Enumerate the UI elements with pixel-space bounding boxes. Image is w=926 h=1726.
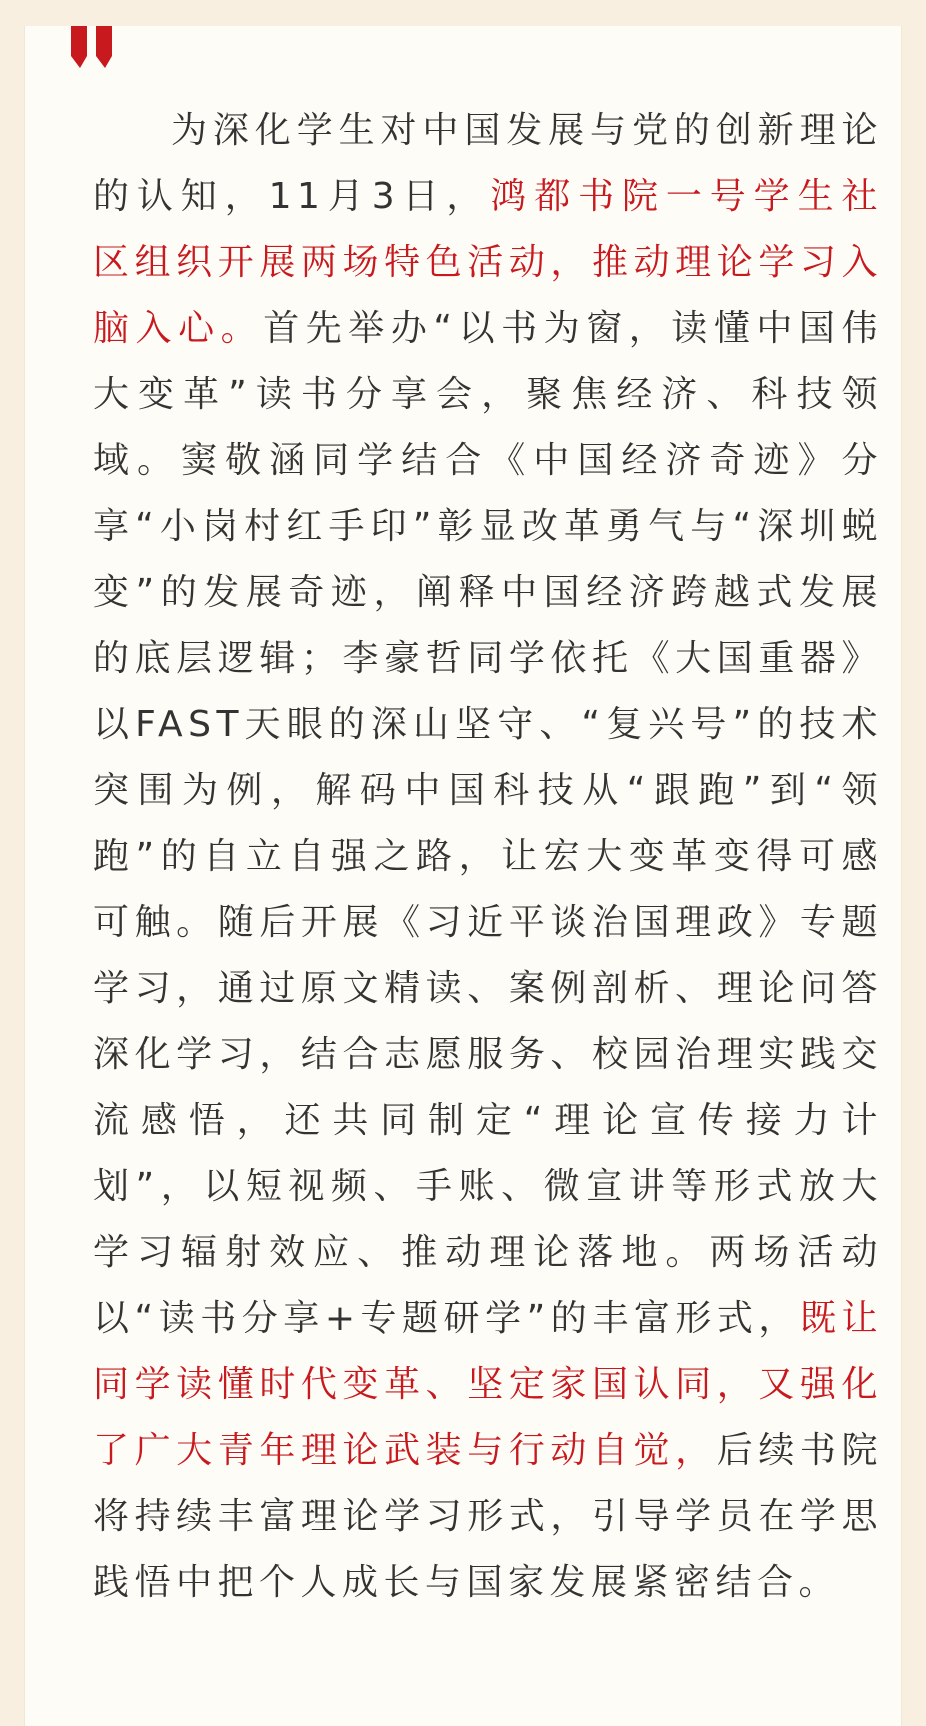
article-text: 为深化学生对中国发展与党的创新理论的认知，11月3日， [93,110,883,217]
article-card [24,26,902,1726]
article-text: 后续书院将持续丰富理论学习形式，引导学员在学思践悟中把个人成长与国家发展紧密结合。 [93,1430,883,1603]
article-text: 首先举办“以书为窗，读懂中国伟大变革”读书分享会，聚焦经济、科技领域。窦敬涵同学结合《中国经济奇迹》分享“小岗村红手印”彰显改革勇气与“深圳蜕变”的发展奇迹，阐释中国经济跨越式发展的底层逻辑；李豪哲同学依托《大国重器》以FAST天眼的深山坚守、“复兴号”的技术突围为例，解码中国科技从“跟跑”到“领跑”的自立自强之路，让宏大变革变得可感可触。随后开展《习近平谈治国理政》专题学习，通过原文精读、案例剖析、理论问答深化学习，结合志愿服务、校园治理实践交流感悟，还共同制定“理论宣传接力计划”，以短视频、手账、微宣讲等形式放大学习辐射效应、推动理论落地。两场活动以“读书分享+专题研学”的丰富形式， [93,308,883,1339]
highlighted-text: 既让同学读懂时代变革、坚定家国认同，又强化了广大青年理论武装与行动自觉， [93,1298,883,1471]
article-paragraph [93,98,883,1616]
highlighted-text: 鸿都书院一号学生社区组织开展两场特色活动，推动理论学习入脑入心。 [93,176,883,349]
open-quote-icon [69,26,115,72]
